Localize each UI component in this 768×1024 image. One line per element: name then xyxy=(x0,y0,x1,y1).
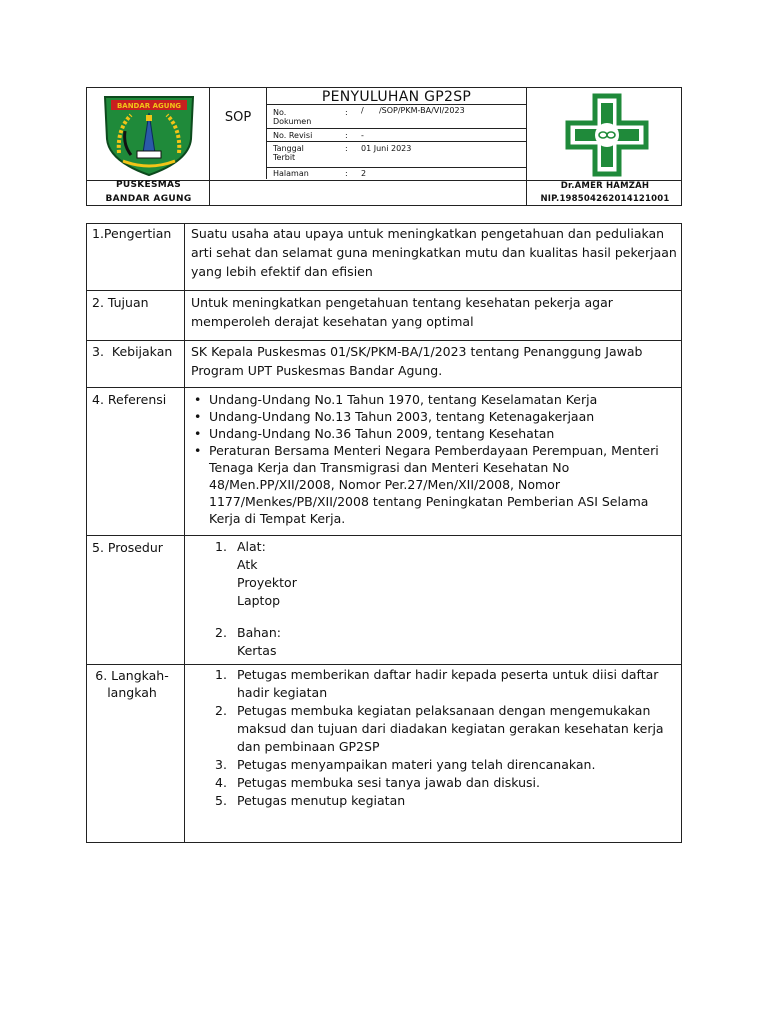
list-number: 4. xyxy=(215,775,227,790)
sop-label: SOP xyxy=(224,110,252,125)
reference-list xyxy=(191,391,677,527)
list-number: 2. xyxy=(215,703,227,718)
procedure-alat-title: Alat: xyxy=(237,539,266,554)
list-item: • Undang-Undang No.13 Tahun 2003, tentang Ketenagakerjaan xyxy=(191,408,677,425)
meta-label: No. Revisi xyxy=(273,131,313,140)
list-item xyxy=(201,774,677,792)
list-number: 1. xyxy=(215,539,227,554)
step-text: Petugas menutup kegiatan xyxy=(237,793,406,808)
procedure-bahan-item: Kertas xyxy=(237,643,277,658)
section-label-kebijakan: 3. Kebijakan xyxy=(92,344,173,359)
list-item xyxy=(201,702,677,756)
meta-label: No. Dokumen xyxy=(273,108,312,126)
header-divider xyxy=(209,180,526,181)
section-text-pengertian: Suatu usaha atau upaya untuk meningkatkan pengetahuan dan peduliakan arti sehat dan selamat guna meningkatkan mutu dan kualitas hasil pekerjaan yang lebih efektif dan efisien xyxy=(191,226,677,279)
meta-value: / /SOP/PKM-BA/VI/2023 xyxy=(361,106,465,115)
organization-name-line2: BANDAR AGUNG xyxy=(105,194,192,204)
regional-emblem-logo xyxy=(101,91,197,177)
list-item xyxy=(201,792,677,810)
list-number: 1. xyxy=(215,667,227,682)
section-label-referensi: 4. Referensi xyxy=(92,392,167,407)
organization-name xyxy=(87,178,210,206)
organization-name-line1: PUSKESMAS xyxy=(115,180,182,190)
section-label-tujuan: 2. Tujuan xyxy=(92,295,149,310)
procedure-bahan-title: Bahan: xyxy=(237,625,281,640)
list-item: • Peraturan Bersama Menteri Negara Pemberdayaan Perempuan, Menteri Tenaga Kerja dan Transmigrasi dan Menteri Kesehatan No 48/Men.PP/XII/2008, Nomor Per.27/Men/XII/2008, Nomor 1177/Menkes/PB/XII/2008 tentang Peningkatan Pemberian ASI Selama Kerja di Tempat Kerja. xyxy=(191,442,677,527)
list-item: • Undang-Undang No.1 Tahun 1970, tentang Keselamatan Kerja xyxy=(191,391,677,408)
document-title: PENYULUHAN GP2SP xyxy=(321,89,472,105)
header-divider xyxy=(266,167,526,168)
signer-nip: NIP.198504262014121001 xyxy=(540,194,670,204)
meta-value: 01 Juni 2023 xyxy=(361,144,412,153)
list-item xyxy=(201,538,677,610)
meta-label: Tanggal Terbit xyxy=(273,144,304,162)
list-item: • Undang-Undang No.36 Tahun 2009, tentang Kesehatan xyxy=(191,425,677,442)
section-text-kebijakan: SK Kepala Puskesmas 01/SK/PKM-BA/1/2023 tentang Penanggung Jawab Program UPT Puskesmas Bandar Agung. xyxy=(191,344,643,378)
list-number: 2. xyxy=(215,625,227,640)
section-label-langkah xyxy=(92,667,172,701)
sop-content-table xyxy=(86,223,682,843)
meta-separator: : xyxy=(345,169,348,178)
procedure-alat-item: Proyektor xyxy=(237,575,297,590)
list-number: 5. xyxy=(215,793,227,808)
meta-separator: : xyxy=(345,108,348,117)
meta-value: 2 xyxy=(361,169,367,178)
meta-separator: : xyxy=(345,144,348,153)
signer-name: Dr.AMER HAMZAH xyxy=(560,181,650,191)
section-label-prosedur: 5. Prosedur xyxy=(92,540,163,555)
step-text: Petugas menyampaikan materi yang telah direncanakan. xyxy=(237,757,596,772)
row-divider xyxy=(87,387,681,388)
sop-header xyxy=(86,87,682,206)
section-label-langkah-line2: langkah xyxy=(107,685,157,700)
meta-value: - xyxy=(361,131,364,140)
section-label-pengertian: 1.Pengertian xyxy=(92,226,172,241)
step-list xyxy=(201,666,677,810)
section-label-langkah-line1: 6. Langkah- xyxy=(95,668,169,683)
step-text: Petugas membuka kegiatan pelaksanaan dengan mengemukakan maksud dan tujuan dari diadakan kegiatan gerakan kesehatan kerja dan pembinaan GP2SP xyxy=(237,703,664,754)
puskesmas-cross-logo xyxy=(565,93,649,177)
step-text: Petugas membuka sesi tanya jawab dan diskusi. xyxy=(237,775,540,790)
header-divider xyxy=(266,128,526,129)
meta-separator: : xyxy=(345,131,348,140)
row-divider xyxy=(87,290,681,291)
row-divider xyxy=(87,340,681,341)
procedure-alat-item: Laptop xyxy=(237,593,281,608)
procedure-alat-item: Atk xyxy=(237,557,258,572)
list-item xyxy=(201,624,677,660)
emblem-banner-text: BANDAR AGUNG xyxy=(116,102,182,110)
section-text-tujuan: Untuk meningkatkan pengetahuan tentang kesehatan pekerja agar memperoleh derajat kesehatan yang optimal xyxy=(191,295,613,329)
header-divider xyxy=(266,141,526,142)
signer-block xyxy=(527,180,683,206)
row-divider xyxy=(87,535,681,536)
procedure-list xyxy=(201,538,677,660)
step-text: Petugas memberikan daftar hadir kepada peserta untuk diisi daftar hadir kegiatan xyxy=(237,667,659,700)
list-item xyxy=(201,666,677,702)
list-number: 3. xyxy=(215,757,227,772)
meta-label: Halaman xyxy=(273,169,309,178)
column-divider xyxy=(184,224,185,842)
list-item xyxy=(201,756,677,774)
row-divider xyxy=(87,664,681,665)
